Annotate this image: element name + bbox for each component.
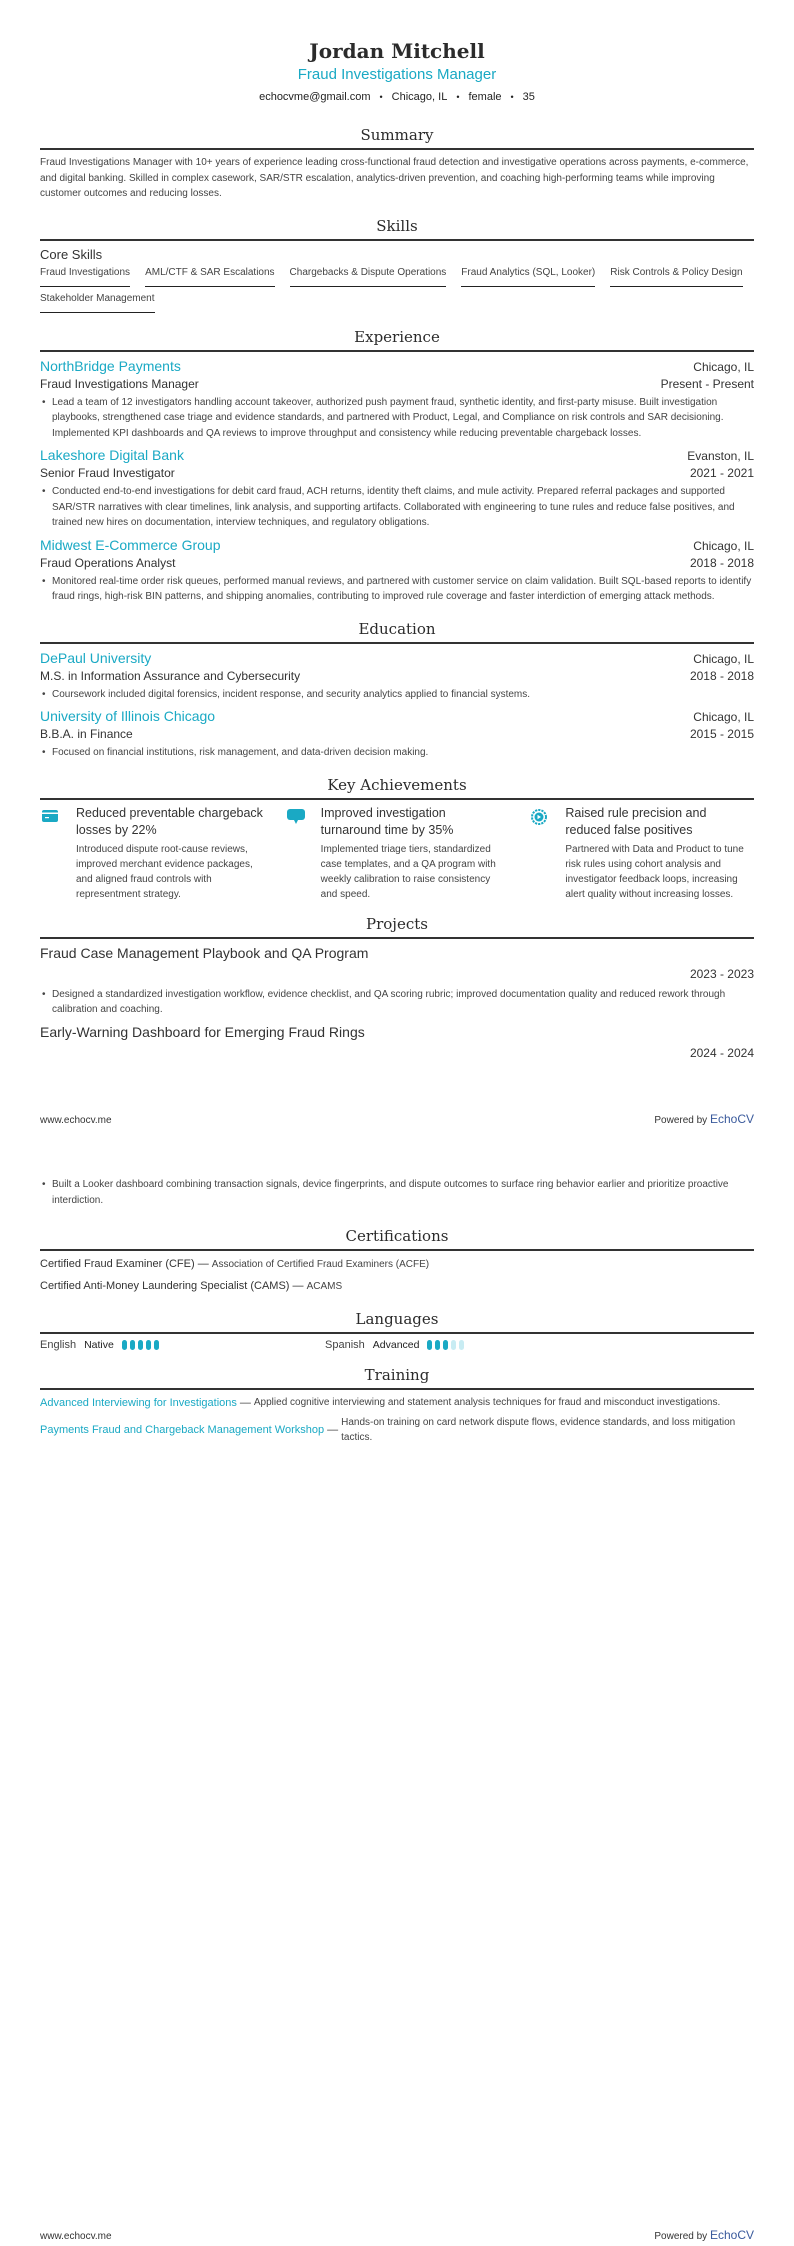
achievement-card [285,805,510,902]
languages-section [40,1309,754,1351]
projects-section [40,914,754,1061]
achievement-card [529,805,754,902]
language-item [40,1339,283,1351]
rating-dot-filled [146,1340,151,1350]
rating-dot-filled [122,1340,127,1350]
language-item [325,1339,568,1351]
achievement-desc: Implemented triage tiers, standardized case templates, and a QA program with weekly calibration to raise consistency and speed. [320,843,496,900]
degree: B.B.A. in Finance [40,727,133,742]
job-bullet: • Conducted end-to-end investigations for debit card fraud, ACH returns, identity theft claims, and mule activity. Prepared referral packages and supported SAR/STR narratives with clear timelines, link analysis, and supporting artifacts. Collaborated with engineering to tune rules and reduce false positives, and trained new hires on documentation, interview techniques, and regulatory obligations. [40,484,754,531]
contact-gender: female [468,91,502,103]
project-bullet: • Built a Looker dashboard combining transaction signals, device fingerprints, and dispute outcomes to surface ring behavior earlier and prioritize proactive interdiction. [40,1177,754,1208]
experience-section [40,327,754,605]
achievement-card [40,805,265,902]
job-dates: 2018 - 2018 [689,555,754,570]
skill-group-title: Core Skills [40,246,103,262]
project-entry [40,1023,754,1061]
section-title-skills: Skills [376,216,418,235]
certification-item: Certified Fraud Examiner (CFE) — Association of Certified Fraud Examiners (ACFE) [40,1258,430,1270]
job-location: Evanston, IL [687,449,754,464]
training-section [40,1365,754,1445]
rating-dot-filled [435,1340,440,1350]
candidate-headline: Fraud Investigations Manager [297,66,497,83]
section-divider [40,1332,754,1334]
education-entry [40,707,754,761]
school-location: Chicago, IL [693,651,754,666]
rating-dot-empty [451,1340,456,1350]
job-location: Chicago, IL [693,538,754,553]
company-name: Midwest E-Commerce Group [40,536,221,553]
section-divider [40,148,754,150]
skill-tag: Fraud Analytics (SQL, Looker) [461,267,595,287]
achievement-desc: Partnered with Data and Product to tune risk rules using cohort analysis and investigator feedback loops, increasing alert quality without increasing losses. [565,843,744,900]
dash-separator: — [239,1396,251,1409]
school-name: DePaul University [40,649,152,666]
project-entry [40,944,754,1018]
section-divider [40,1388,754,1390]
certifications-section [40,1226,754,1295]
training-desc: Hands-on training on card network dispute flows, evidence standards, and loss mitigation tactics. [341,1417,736,1443]
achievement-title: Improved investigation turnaround time by 35% [320,805,454,837]
resume-page-2 [0,1123,794,2246]
skills-section [40,216,754,313]
section-title-education: Education [358,619,436,638]
contact-age: 35 [522,91,535,103]
gear-icon [529,805,565,902]
separator-dot: • [510,92,514,103]
rating-dot-filled [138,1340,143,1350]
skill-tag: Stakeholder Management [40,293,155,313]
job-bullet: • Lead a team of 12 investigators handling account takeover, authorized push payment fraud, synthetic identity, and first-party misuse. Built investigation playbooks, strengthened case triage and evidence standards, and partnered with Product, Legal, and Compliance on risk controls and SAR decisioning. Implemented KPI dashboards and QA reviews to improve throughput and consistency while reducing preventable chargeback losses. [40,395,754,442]
education-dates: 2015 - 2015 [689,727,754,742]
rating-dot-filled [154,1340,159,1350]
experience-entry [40,357,754,442]
achievement-title: Reduced preventable chargeback losses by 22% [76,805,263,837]
certification-issuer: ACAMS [306,1281,343,1292]
language-rating [122,1340,159,1350]
certification-item: Certified Anti-Money Laundering Specialist (CAMS) — ACAMS [40,1280,343,1292]
language-name: Spanish [325,1339,365,1351]
section-divider [40,642,754,644]
section-title-languages: Languages [355,1310,439,1328]
separator-dot: • [379,92,383,103]
footer-site-link[interactable]: www.echocv.me [40,1115,112,1126]
summary-text: Fraud Investigations Manager with 10+ years of experience leading cross-functional fraud detection and investigative operations across payments, e-commerce, and digital banking. Skilled in complex casework, SAR/STR escalation, analytics-driven prevention, and coaching high-performing teams while improving customer outcomes and reducing losses. [40,157,749,200]
training-name: Payments Fraud and Chargeback Management Workshop [40,1424,325,1436]
language-level: Native [84,1339,114,1351]
footer-site-link[interactable]: www.echocv.me [40,2231,112,2242]
credit-card-icon [40,805,76,902]
training-item [40,1415,754,1445]
education-bullet: • Coursework included digital forensics, incident response, and security analytics applied to financial systems. [40,687,754,703]
achievement-desc: Introduced dispute root-cause reviews, improved merchant evidence packages, and aligned fraud controls with representment strategy. [76,843,253,900]
separator-dot: • [456,92,460,103]
section-divider [40,350,754,352]
footer-brand[interactable]: EchoCV [709,1112,754,1126]
section-divider [40,937,754,939]
language-rating [427,1340,464,1350]
project-bullet: • Designed a standardized investigation workflow, evidence checklist, and QA scoring rubric; improved documentation quality and reduced rework through calibration and coaching. [40,987,754,1018]
achievements-section [40,775,754,902]
section-title-projects: Projects [366,914,428,933]
job-dates: 2021 - 2021 [689,466,754,481]
school-location: Chicago, IL [693,710,754,725]
job-title: Fraud Operations Analyst [40,555,176,570]
contact-email[interactable]: echocvme@gmail.com [259,91,371,103]
education-dates: 2018 - 2018 [689,668,754,683]
language-level: Advanced [372,1339,420,1351]
skill-tag: Chargebacks & Dispute Operations [290,267,447,287]
training-desc: Applied cognitive interviewing and statement analysis techniques for fraud and misconduct investigations. [253,1397,721,1408]
section-title-summary: Summary [360,126,434,145]
summary-section [40,125,754,202]
section-title-certifications: Certifications [345,1227,449,1245]
project-title: Early-Warning Dashboard for Emerging Fraud Rings [40,1023,365,1040]
project-dates: 2023 - 2023 [689,966,754,981]
degree: M.S. in Information Assurance and Cybersecurity [40,668,301,683]
job-title: Senior Fraud Investigator [40,466,175,481]
section-title-experience: Experience [354,327,440,346]
contact-line [40,89,754,105]
rating-dot-filled [427,1340,432,1350]
training-name: Advanced Interviewing for Investigations [40,1396,237,1409]
section-divider [40,798,754,800]
footer-powered-by [654,2228,754,2242]
rating-dot-empty [459,1340,464,1350]
powered-by-label: Powered by [654,2231,710,2242]
powered-by-label: Powered by [654,1115,710,1126]
footer-brand[interactable]: EchoCV [709,2228,754,2242]
job-title: Fraud Investigations Manager [40,376,199,391]
job-location: Chicago, IL [693,359,754,374]
skill-tag: Fraud Investigations [40,267,130,287]
chat-bubble-icon [285,805,321,902]
candidate-name: Jordan Mitchell [309,39,485,63]
training-item [40,1395,754,1410]
project-dates: 2024 - 2024 [689,1045,754,1060]
skill-tag: Risk Controls & Policy Design [610,267,742,287]
company-name: NorthBridge Payments [40,357,181,374]
certification-issuer: Association of Certified Fraud Examiners (ACFE) [211,1259,430,1270]
education-section [40,619,754,761]
achievement-title: Raised rule precision and reduced false positives [565,805,707,837]
certification-name: Certified Fraud Examiner (CFE) [40,1258,195,1270]
section-title-training: Training [364,1366,430,1384]
education-bullet: • Focused on financial institutions, risk management, and data-driven decision making. [40,745,754,761]
section-divider [40,1249,754,1251]
skill-tag: AML/CTF & SAR Escalations [145,267,274,287]
job-dates: Present - Present [660,376,754,391]
experience-entry [40,536,754,605]
job-bullet: • Monitored real-time order risk queues, performed manual reviews, and partnered with customer service on claim validation. Built SQL-based reports to identify fraud rings, high-risk BIN patterns, and shipping anomalies, contributing to improved rule coverage and faster interdiction of emerging attack methods. [40,574,754,605]
dash-separator: — [327,1424,339,1436]
school-name: University of Illinois Chicago [40,708,216,725]
company-name: Lakeshore Digital Bank [40,447,184,464]
experience-entry [40,446,754,531]
rating-dot-filled [130,1340,135,1350]
project-title: Fraud Case Management Playbook and QA Program [40,944,369,961]
section-title-achievements: Key Achievements [327,775,467,794]
education-entry [40,649,754,703]
section-divider [40,239,754,241]
rating-dot-filled [443,1340,448,1350]
page-footer [40,2228,754,2242]
certification-name: Certified Anti-Money Laundering Specialist (CAMS) [40,1280,290,1292]
contact-location: Chicago, IL [391,91,448,103]
language-name: English [40,1339,77,1351]
skill-tags [40,267,754,313]
